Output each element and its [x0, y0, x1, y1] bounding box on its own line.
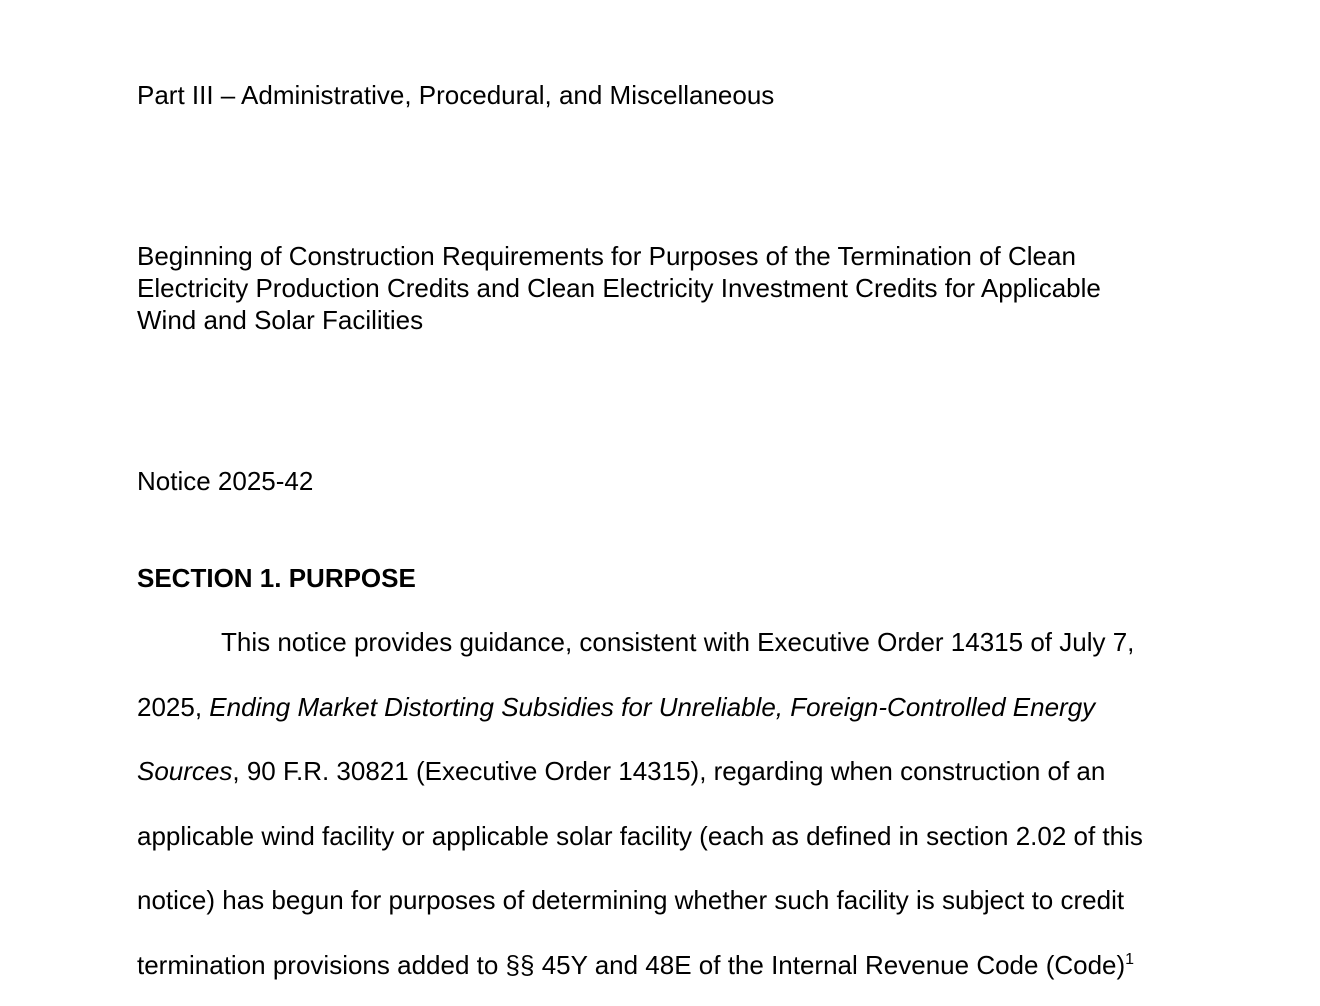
notice-number: Notice 2025-42	[137, 466, 314, 496]
paragraph-text: 2025,	[137, 691, 210, 722]
section-heading: SECTION 1. PURPOSE	[137, 563, 416, 593]
part-heading: Part III – Administrative, Procedural, and Miscellaneous	[137, 80, 775, 110]
paragraph-text: , 90 F.R. 30821 (Executive Order 14315), regarding when construction of an	[232, 756, 1106, 786]
title-line: Wind and Solar Facilities	[137, 305, 424, 335]
footnote-marker[interactable]: 1	[1125, 950, 1135, 968]
purpose-paragraph	[137, 610, 1237, 997]
executive-order-title: Ending Market Distorting Subsidies for Unreliable, Foreign-Controlled Energy	[209, 691, 1096, 722]
paragraph-text: notice) has begun for purposes of determining whether such facility is subject to credit	[137, 885, 1125, 915]
title-line: Electricity Production Credits and Clean Electricity Investment Credits for Applicable	[137, 273, 1101, 303]
paragraph-line	[137, 804, 1237, 869]
paragraph-line	[137, 675, 1237, 740]
paragraph-line	[137, 739, 1237, 804]
paragraph-text: This notice provides guidance, consistent with Executive Order 14315 of July 7,	[221, 627, 1135, 657]
executive-order-title: Sources	[137, 756, 233, 786]
paragraph-line	[137, 610, 1237, 675]
paragraph-text: applicable wind facility or applicable solar facility (each as defined in section 2.02 of this	[137, 820, 1143, 851]
paragraph-line	[137, 868, 1237, 933]
title-line: Beginning of Construction Requirements for Purposes of the Termination of Clean	[137, 241, 1076, 271]
notice-title	[137, 240, 1217, 336]
paragraph-text: termination provisions added to §§ 45Y and 48E of the Internal Revenue Code (Code)	[137, 949, 1126, 980]
paragraph-line	[137, 933, 1237, 998]
